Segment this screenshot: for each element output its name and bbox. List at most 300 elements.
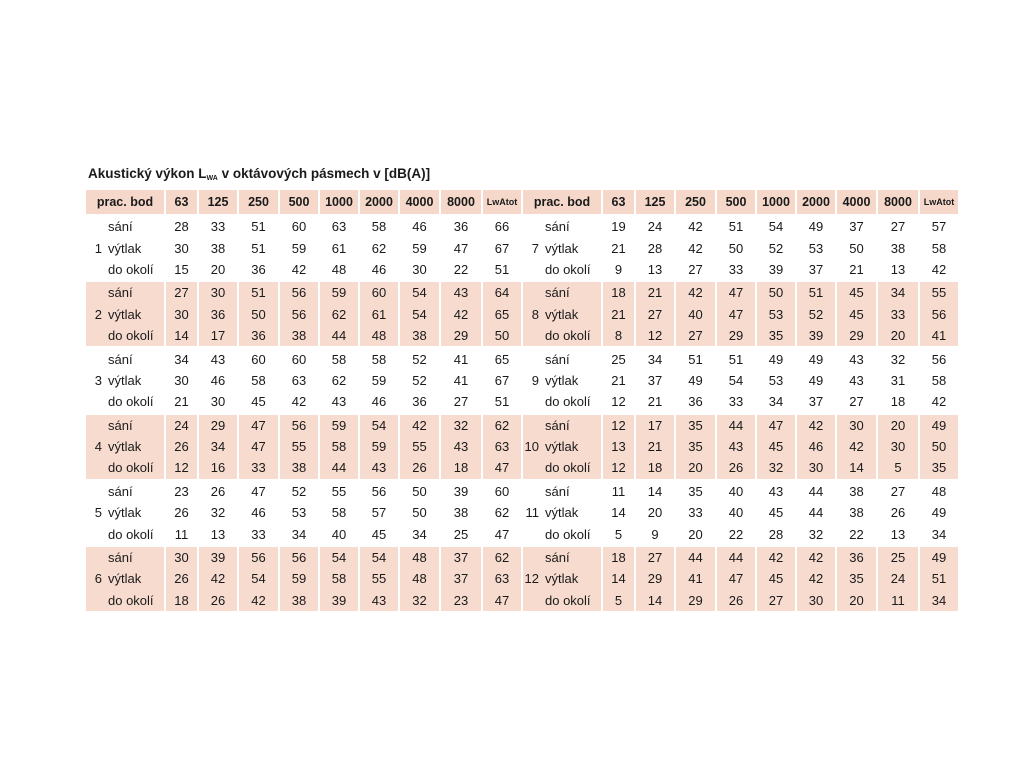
table-cell: 56: [280, 280, 320, 303]
table-cell: 56: [239, 545, 280, 568]
table-cell: 63: [320, 214, 360, 237]
table-cell: 43: [199, 346, 239, 369]
table-cell: 43: [837, 370, 878, 391]
table-cell: 32: [757, 457, 797, 478]
table-cell: 20: [837, 590, 878, 611]
table-cell: 24: [636, 214, 676, 237]
table-cell: 21: [603, 237, 636, 258]
table-row: [86, 304, 521, 325]
table-cell: 42: [757, 545, 797, 568]
table-cell: 27: [636, 304, 676, 325]
table-cell: 55: [280, 436, 320, 457]
table-cell: 44: [717, 545, 757, 568]
row-label: sání: [106, 346, 166, 369]
table-cell: 46: [360, 391, 400, 412]
table-cell: 32: [400, 590, 441, 611]
table-cell: 24: [166, 413, 199, 436]
table-cell: 21: [166, 391, 199, 412]
table-cell: 61: [320, 237, 360, 258]
table-cell: 41: [920, 325, 958, 346]
table-cell: 23: [166, 479, 199, 502]
table-row: [86, 391, 521, 412]
table-cell: 26: [166, 436, 199, 457]
table-cell: 55: [360, 568, 400, 589]
table-cell: 30: [797, 457, 837, 478]
table-cell: 12: [603, 391, 636, 412]
table-cell: 36: [400, 391, 441, 412]
table-row: [523, 590, 958, 611]
table-cell: 38: [280, 590, 320, 611]
table-cell: 26: [717, 457, 757, 478]
table-cell: 15: [166, 259, 199, 280]
table-cell: 28: [757, 523, 797, 544]
table-cell: 45: [757, 436, 797, 457]
table-cell: 52: [400, 346, 441, 369]
table-cell: 42: [441, 304, 483, 325]
header-1000: 1000: [757, 190, 797, 214]
table-cell: 47: [483, 590, 521, 611]
table-cell: 42: [931, 394, 947, 410]
row-label: do okolí: [106, 391, 166, 412]
table-cell: 12: [166, 457, 199, 478]
table-cell: 5: [603, 590, 636, 611]
table-cell: 63: [280, 370, 320, 391]
table-cell: 32: [797, 523, 837, 544]
table-row: [86, 413, 521, 436]
table-cell: 29: [676, 590, 717, 611]
table-cell: 45: [837, 280, 878, 303]
table-cell: 44: [797, 479, 837, 502]
point-number: [86, 325, 106, 346]
table-cell: 52: [280, 479, 320, 502]
header-prac-bod: prac. bod: [86, 190, 166, 214]
row-label: do okolí: [106, 259, 166, 280]
table-cell: 26: [878, 502, 920, 523]
table-cell: 37: [636, 370, 676, 391]
table-cell: 20: [676, 523, 717, 544]
table-cell: 30: [199, 391, 239, 412]
row-label: výtlak: [543, 436, 603, 457]
table-cell: 31: [878, 370, 920, 391]
table-row: [523, 523, 958, 544]
table-cell: 21: [636, 280, 676, 303]
table-cell: 25: [603, 346, 636, 369]
table-cell: 50: [400, 502, 441, 523]
table-row: [86, 214, 521, 237]
table-cell: 59: [360, 436, 400, 457]
table-cell: 58: [360, 214, 400, 237]
table-cell: 42: [239, 590, 280, 611]
point-number: 6: [86, 568, 106, 589]
table-cell: 44: [320, 457, 360, 478]
table-cell: 49: [797, 346, 837, 369]
table-cell: 34: [280, 523, 320, 544]
table-cell: 43: [441, 280, 483, 303]
table-cell: 42: [931, 261, 947, 277]
table-cell: 67: [494, 240, 510, 256]
table-cell: 28: [636, 237, 676, 258]
table-cell: 27: [878, 214, 920, 237]
table-cell: 51: [717, 346, 757, 369]
table-title: Akustický výkon $L_{WA}$ v oktávových pásmech v [dB(A)]: [88, 166, 431, 182]
point-number: [523, 214, 543, 237]
table-cell: 49: [797, 370, 837, 391]
table-cell: 14: [166, 325, 199, 346]
table-cell: 50: [239, 304, 280, 325]
table-cell: 30: [166, 545, 199, 568]
table-cell: 26: [199, 590, 239, 611]
table-cell: 35: [676, 479, 717, 502]
table-cell: 32: [199, 502, 239, 523]
table-cell: 34: [636, 346, 676, 369]
header-4000: 4000: [837, 190, 878, 214]
table-cell: 39: [441, 479, 483, 502]
table-cell: 33: [239, 457, 280, 478]
table-row: [86, 325, 521, 346]
table-cell: 41: [441, 346, 483, 369]
table-cell: 34: [757, 391, 797, 412]
table-cell: 57: [360, 502, 400, 523]
table-cell: 46: [360, 259, 400, 280]
row-label: do okolí: [543, 590, 603, 611]
table-cell: 38: [837, 502, 878, 523]
point-number: 8: [523, 304, 543, 325]
table-cell: 58: [931, 372, 947, 388]
table-cell: 11: [603, 479, 636, 502]
table-cell: 30: [166, 304, 199, 325]
table-cell: 30: [400, 259, 441, 280]
table-row: [86, 479, 521, 502]
table-cell: 56: [920, 346, 958, 369]
table-cell: 36: [676, 391, 717, 412]
table-cell: 60: [483, 479, 521, 502]
table-cell: 59: [400, 237, 441, 258]
table-cell: 35: [676, 413, 717, 436]
table-cell: 59: [360, 370, 400, 391]
table-cell: 56: [280, 304, 320, 325]
point-number: [86, 413, 106, 436]
table-cell: 18: [603, 545, 636, 568]
point-number: [523, 479, 543, 502]
table-cell: 13: [878, 523, 920, 544]
table-cell: 64: [483, 280, 521, 303]
row-label: výtlak: [543, 568, 603, 589]
table-cell: 12: [636, 325, 676, 346]
table-cell: 37: [441, 568, 483, 589]
table-cell: 44: [717, 413, 757, 436]
table-cell: 25: [878, 545, 920, 568]
point-number: [86, 391, 106, 412]
table-cell: 43: [441, 436, 483, 457]
row-label: sání: [543, 545, 603, 568]
table-cell: 62: [494, 505, 510, 521]
point-number: [523, 457, 543, 478]
table-cell: 47: [483, 457, 521, 478]
table-cell: 27: [676, 259, 717, 280]
table-cell: 37: [837, 214, 878, 237]
table-cell: 8: [603, 325, 636, 346]
table-cell: 27: [878, 479, 920, 502]
row-label: výtlak: [543, 370, 603, 391]
point-number: [86, 457, 106, 478]
table-cell: 41: [676, 568, 717, 589]
point-number: [86, 259, 106, 280]
point-number: [523, 280, 543, 303]
table-cell: 25: [441, 523, 483, 544]
table-cell: 18: [441, 457, 483, 478]
table-cell: 50: [757, 280, 797, 303]
table-cell: 43: [837, 346, 878, 369]
table-row: [523, 325, 958, 346]
table-row: [523, 304, 958, 325]
table-cell: 28: [166, 214, 199, 237]
table-cell: 22: [837, 523, 878, 544]
table-cell: 52: [797, 304, 837, 325]
table-cell: 33: [199, 214, 239, 237]
table-cell: 33: [717, 391, 757, 412]
point-number: 2: [86, 304, 106, 325]
table-cell: 58: [320, 568, 360, 589]
row-label: do okolí: [106, 457, 166, 478]
row-label: sání: [106, 214, 166, 237]
table-cell: 39: [757, 259, 797, 280]
table-cell: 54: [400, 280, 441, 303]
table-cell: 48: [360, 325, 400, 346]
table-cell: 26: [199, 479, 239, 502]
table-cell: 51: [239, 214, 280, 237]
table-row: [86, 370, 521, 391]
table-cell: 22: [717, 523, 757, 544]
table-cell: 23: [441, 590, 483, 611]
table-cell: 58: [320, 436, 360, 457]
point-number: [86, 479, 106, 502]
table-cell: 51: [676, 346, 717, 369]
table-cell: 26: [400, 457, 441, 478]
table-cell: 43: [717, 436, 757, 457]
table-cell: 38: [400, 325, 441, 346]
point-number: 11: [525, 505, 539, 521]
table-cell: 34: [920, 590, 958, 611]
table-cell: 57: [920, 214, 958, 237]
table-cell: 22: [441, 259, 483, 280]
table-row: [86, 259, 521, 280]
table-row: [523, 502, 958, 523]
point-number: [523, 391, 543, 412]
table-cell: 59: [320, 413, 360, 436]
table-cell: 56: [280, 413, 320, 436]
table-cell: 47: [239, 436, 280, 457]
table-cell: 21: [603, 304, 636, 325]
table-cell: 59: [280, 237, 320, 258]
table-cell: 5: [603, 523, 636, 544]
table-row: [86, 436, 521, 457]
table-cell: 30: [797, 590, 837, 611]
table-cell: 18: [166, 590, 199, 611]
row-label: výtlak: [543, 502, 603, 523]
table-cell: 54: [717, 370, 757, 391]
table-cell: 62: [360, 237, 400, 258]
row-label: výtlak: [106, 568, 166, 589]
header-LwAtot: LwAtot: [483, 190, 521, 214]
table-cell: 37: [441, 545, 483, 568]
table-cell: 58: [320, 502, 360, 523]
table-cell: 56: [920, 304, 958, 325]
table-left: [86, 190, 521, 611]
table-cell: 14: [603, 568, 636, 589]
table-cell: 59: [280, 568, 320, 589]
table-cell: 55: [920, 280, 958, 303]
row-label: výtlak: [106, 436, 166, 457]
table-cell: 58: [360, 346, 400, 369]
table-cell: 21: [837, 259, 878, 280]
point-number: 3: [94, 372, 102, 388]
table-cell: 54: [239, 568, 280, 589]
table-cell: 26: [717, 590, 757, 611]
table-cell: 47: [441, 237, 483, 258]
table-cell: 41: [441, 370, 483, 391]
table-cell: 66: [483, 214, 521, 237]
table-row: [523, 259, 958, 280]
table-cell: 47: [494, 526, 510, 542]
table-cell: 39: [320, 590, 360, 611]
table-cell: 46: [400, 214, 441, 237]
header-125: 125: [636, 190, 676, 214]
table-cell: 39: [797, 325, 837, 346]
row-label: sání: [543, 280, 603, 303]
table-cell: 29: [636, 568, 676, 589]
point-number: 1: [94, 240, 102, 256]
header-8000: 8000: [878, 190, 920, 214]
table-cell: 54: [400, 304, 441, 325]
table-cell: 24: [878, 568, 920, 589]
header-8000: 8000: [441, 190, 483, 214]
table-cell: 52: [400, 370, 441, 391]
table-cell: 58: [931, 240, 947, 256]
table-cell: 50: [920, 436, 958, 457]
table-cell: 33: [878, 304, 920, 325]
table-row: [523, 457, 958, 478]
table-cell: 36: [441, 214, 483, 237]
row-label: sání: [106, 479, 166, 502]
header-500: 500: [717, 190, 757, 214]
table-cell: 34: [878, 280, 920, 303]
table-cell: 46: [239, 502, 280, 523]
header-250: 250: [676, 190, 717, 214]
table-cell: 18: [603, 280, 636, 303]
table-cell: 50: [717, 237, 757, 258]
table-cell: 27: [676, 325, 717, 346]
table-cell: 27: [837, 391, 878, 412]
header-1000: 1000: [320, 190, 360, 214]
table-cell: 42: [676, 214, 717, 237]
table-cell: 32: [441, 413, 483, 436]
table-cell: 30: [166, 370, 199, 391]
table-cell: 18: [636, 457, 676, 478]
table-row: [86, 545, 521, 568]
table-cell: 13: [636, 259, 676, 280]
table-row: [86, 457, 521, 478]
table-cell: 45: [757, 568, 797, 589]
row-label: do okolí: [543, 457, 603, 478]
table-cell: 30: [166, 237, 199, 258]
row-label: do okolí: [543, 325, 603, 346]
table-cell: 48: [400, 545, 441, 568]
table-cell: 42: [797, 568, 837, 589]
table-row: [523, 346, 958, 369]
row-label: do okolí: [543, 391, 603, 412]
table-cell: 30: [199, 280, 239, 303]
header-row: [523, 190, 958, 214]
table-cell: 29: [717, 325, 757, 346]
table-cell: 54: [320, 545, 360, 568]
table-cell: 51: [239, 237, 280, 258]
point-number: [86, 545, 106, 568]
table-cell: 27: [636, 545, 676, 568]
row-label: sání: [106, 545, 166, 568]
table-row: [523, 436, 958, 457]
table-row: [86, 346, 521, 369]
row-label: výtlak: [106, 237, 166, 258]
table-cell: 13: [878, 259, 920, 280]
table-cell: 42: [797, 545, 837, 568]
header-125: 125: [199, 190, 239, 214]
table-cell: 33: [717, 259, 757, 280]
table-cell: 55: [400, 436, 441, 457]
row-label: sání: [543, 346, 603, 369]
table-cell: 17: [636, 413, 676, 436]
table-cell: 45: [837, 304, 878, 325]
table-cell: 40: [676, 304, 717, 325]
header-2000: 2000: [360, 190, 400, 214]
table-cell: 60: [280, 346, 320, 369]
table-cell: 36: [199, 304, 239, 325]
table-cell: 21: [636, 391, 676, 412]
table-cell: 27: [441, 391, 483, 412]
table-cell: 34: [199, 436, 239, 457]
table-cell: 26: [166, 568, 199, 589]
row-label: sání: [543, 413, 603, 436]
table-cell: 52: [757, 237, 797, 258]
table-row: [86, 523, 521, 544]
table-cell: 34: [931, 526, 947, 542]
table-cell: 61: [360, 304, 400, 325]
table-cell: 42: [280, 259, 320, 280]
table-cell: 49: [931, 505, 947, 521]
row-label: do okolí: [106, 523, 166, 544]
table-cell: 34: [166, 346, 199, 369]
table-cell: 49: [920, 545, 958, 568]
table-row: [523, 237, 958, 258]
table-cell: 46: [199, 370, 239, 391]
table-row: [86, 237, 521, 258]
header-4000: 4000: [400, 190, 441, 214]
table-cell: 51: [797, 280, 837, 303]
table-cell: 19: [603, 214, 636, 237]
table-cell: 49: [676, 370, 717, 391]
table-cell: 35: [676, 436, 717, 457]
table-row: [523, 280, 958, 303]
table-cell: 32: [878, 346, 920, 369]
table-cell: 27: [166, 280, 199, 303]
table-cell: 29: [441, 325, 483, 346]
table-cell: 51: [494, 394, 510, 410]
table-cell: 35: [757, 325, 797, 346]
table-row: [523, 391, 958, 412]
table-cell: 56: [280, 545, 320, 568]
table-cell: 62: [320, 370, 360, 391]
row-label: sání: [106, 280, 166, 303]
table-cell: 13: [199, 523, 239, 544]
